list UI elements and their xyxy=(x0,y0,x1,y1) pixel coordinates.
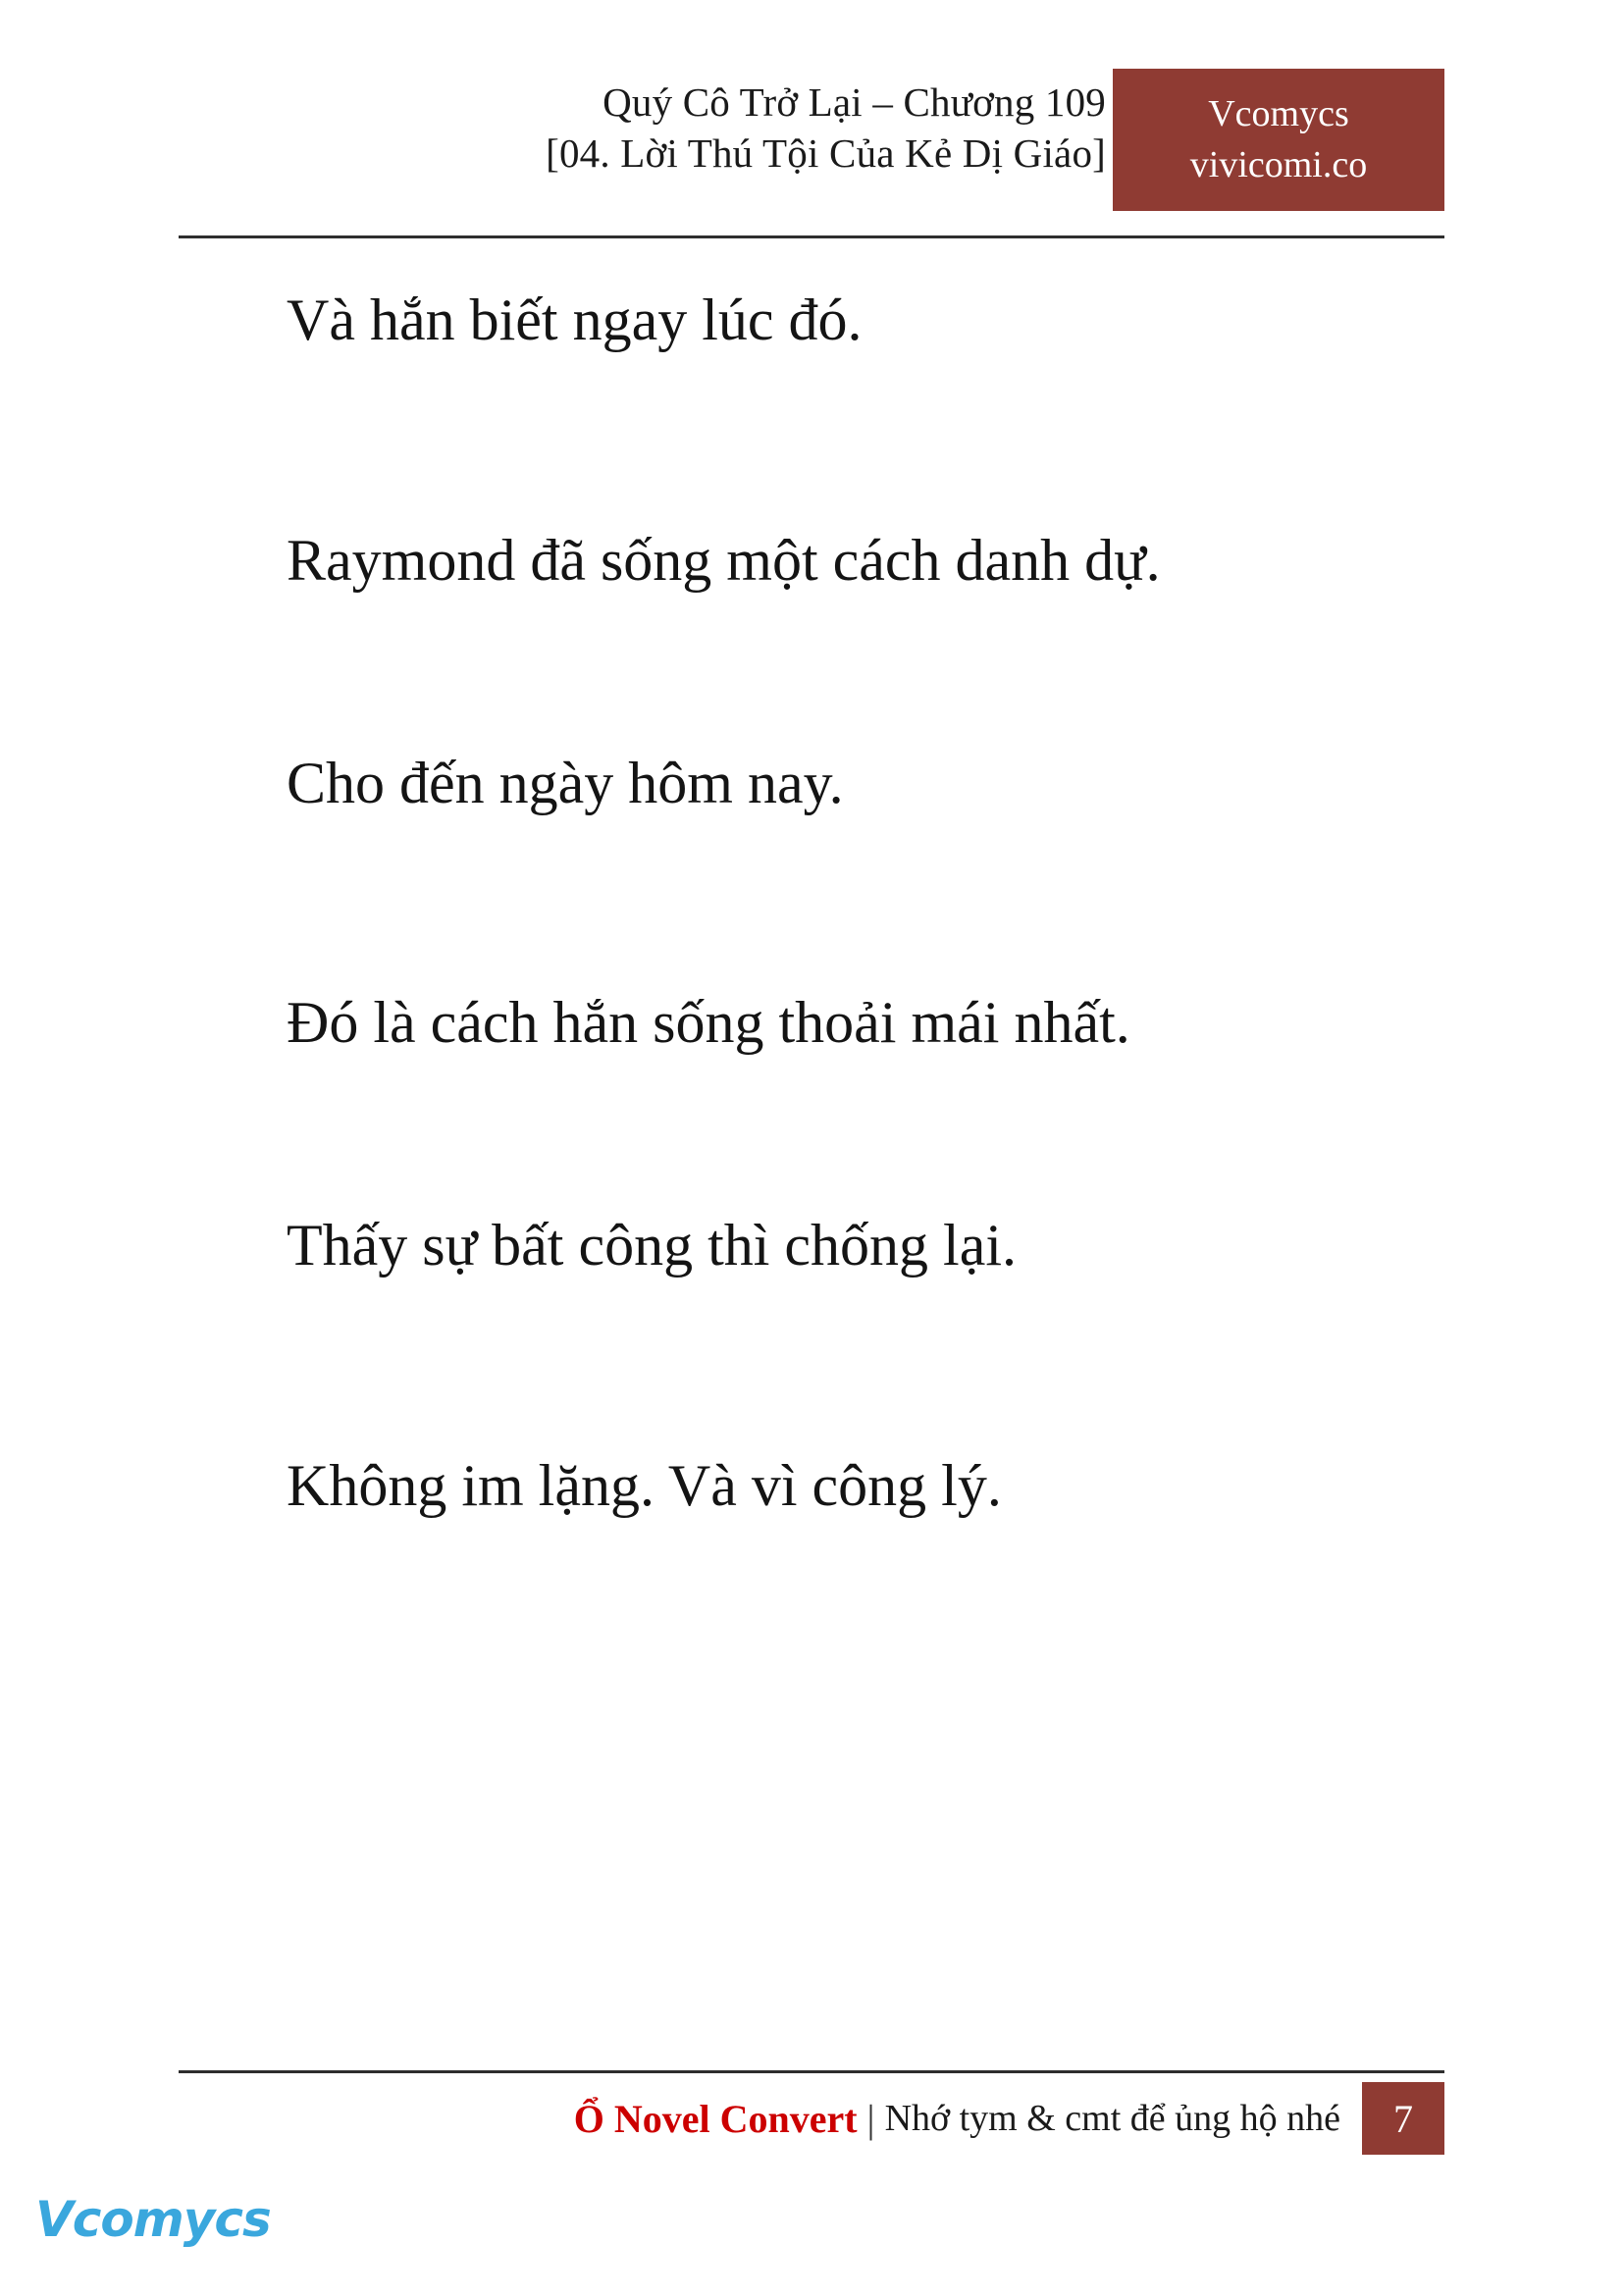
page-header xyxy=(179,77,1444,234)
footer-note: Nhớ tym & cmt để ủng hộ nhé xyxy=(884,2098,1340,2139)
footer-divider xyxy=(179,2070,1444,2073)
page-footer xyxy=(179,2082,1444,2161)
footer-brand: Ổ Novel Convert xyxy=(573,2096,858,2141)
paragraph: Raymond đã sống một cách danh dự. xyxy=(287,527,1161,593)
header-divider xyxy=(179,235,1444,238)
header-title xyxy=(301,77,1106,180)
header-title-line-2: [04. Lời Thú Tội Của Kẻ Dị Giáo] xyxy=(546,130,1106,177)
paragraph: Đó là cách hắn sống thoải mái nhất. xyxy=(287,990,1130,1056)
paragraph: Thấy sự bất công thì chống lại. xyxy=(287,1213,1018,1278)
footer-content xyxy=(574,2082,1444,2155)
site-badge-name: Vcomycs xyxy=(1208,93,1349,135)
paragraph: Cho đến ngày hôm nay. xyxy=(287,750,844,815)
watermark-label: Vcomycs xyxy=(35,2191,271,2248)
paragraph: Không im lặng. Và vì công lý. xyxy=(287,1452,1002,1518)
header-title-line-1: Quý Cô Trở Lại – Chương 109 xyxy=(602,79,1106,125)
site-badge xyxy=(1113,69,1444,211)
watermark-logo xyxy=(35,2191,281,2268)
paragraph: Và hắn biết ngay lúc đó. xyxy=(287,287,863,352)
site-badge-url: vivicomi.co xyxy=(1189,143,1368,185)
page-number: 7 xyxy=(1362,2082,1444,2155)
page-body xyxy=(192,283,1437,1524)
footer-separator: | xyxy=(866,2096,875,2141)
